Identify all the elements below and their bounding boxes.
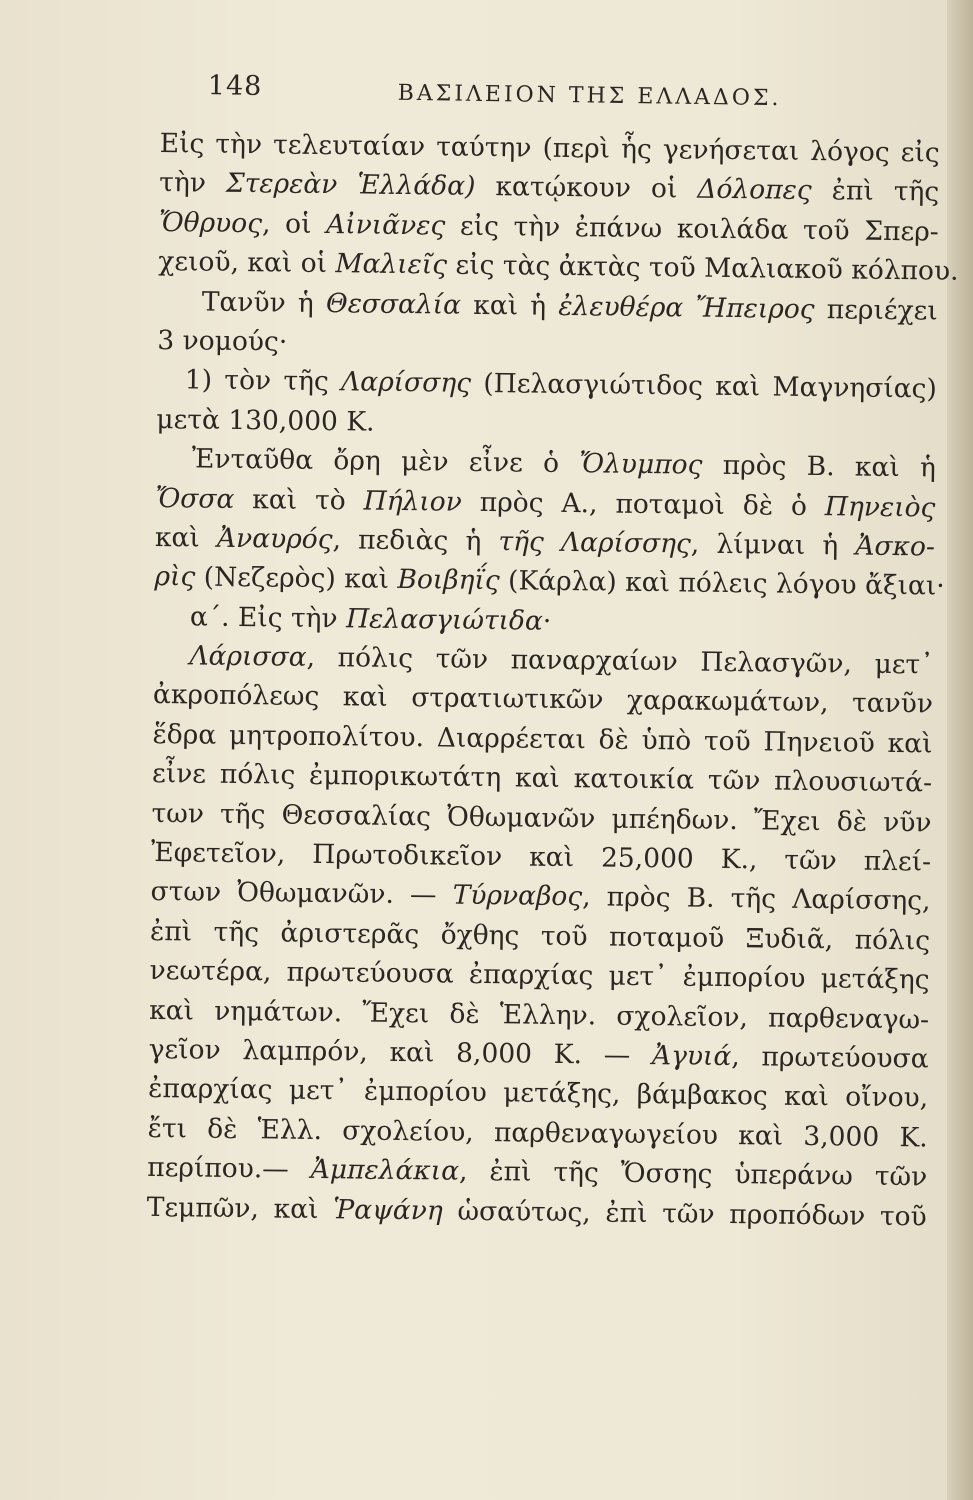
text-segment: εἶνε πόλις ἐμπορικωτάτη καὶ κατοικία τῶν πλουσιωτά- xyxy=(151,758,933,799)
text-segment: (Νεζερὸς) καὶ xyxy=(195,561,398,596)
italic-text: Πηνειὸς xyxy=(824,490,936,524)
italic-text: Ῥαψάνη xyxy=(333,1193,443,1227)
text-segment: Τανῦν ἡ xyxy=(201,286,327,319)
italic-text: Αἰνιᾶνες xyxy=(326,208,446,242)
text-segment: , ἐπὶ τῆς Ὄσσης ὑπεράνω τῶν xyxy=(458,1155,928,1193)
text-segment: Ἐνταῦθα ὄρη μὲν εἶνε ὁ xyxy=(191,443,580,480)
italic-text: Ἀναυρός xyxy=(216,522,333,556)
italic-text: Δόλοπες xyxy=(697,173,812,207)
text-segment: Ἐφετεῖον, Πρωτοδικεῖον καὶ 25,000 Κ., τῶν πλεί- xyxy=(150,836,932,878)
text-segment: τὴν xyxy=(159,167,227,200)
running-title: ΒΑΣΙΛΕΙΟΝ ΤΗΣ ΕΛΛΑΔΟΣ. xyxy=(397,80,782,112)
italic-text: Μαλιεῖς xyxy=(335,248,448,281)
text-segment: Τεμπῶν, καὶ xyxy=(146,1191,334,1225)
text-segment: περιέχει xyxy=(814,293,938,327)
text-segment: ἔτι δὲ Ἑλλ. σχολείου, παρθεναγωγείου καὶ 3,000 Κ. xyxy=(147,1112,928,1154)
italic-text: Πήλιον xyxy=(363,485,463,518)
text-segment: ἀκροπόλεως καὶ στρατιωτικῶν χαρακωμάτων, τανῦν xyxy=(152,679,934,720)
italic-text: Λάρισσα xyxy=(189,640,307,673)
text-segment: μετὰ 130,000 Κ. xyxy=(156,403,375,438)
italic-text: Ἀμπελάκια xyxy=(310,1154,460,1187)
italic-text: Τύρναβος xyxy=(452,880,583,913)
text-segment: στων Ὀθωμανῶν. — xyxy=(150,876,453,912)
text-segment: καὶ τὸ xyxy=(234,483,364,517)
text-segment: ἕδρα μητροπολίτου. Διαρρέεται δὲ ὑπὸ τοῦ Πηνειοῦ καὶ xyxy=(152,718,933,760)
text-segment: καὶ xyxy=(154,521,218,554)
page-edge-shadow xyxy=(947,0,973,1500)
text-segment: , οἱ xyxy=(261,208,327,240)
italic-text: τῆς Λαρίσσης xyxy=(498,526,692,560)
italic-text: Ὄλυμπος xyxy=(579,448,703,481)
italic-text: Βοιβηΐς xyxy=(397,564,500,597)
text-segment: , πρὸς Β. τῆς Λαρίσσης, xyxy=(581,881,931,917)
italic-text: Ὄθρυος xyxy=(158,206,263,240)
italic-text: Ἀγυιά xyxy=(651,1040,732,1073)
text-segment: εἰς τὰς ἀκτὰς τοῦ Μαλιακοῦ κόλπου. xyxy=(446,249,959,287)
italic-text: ἐλευθέρα Ἤπειρος xyxy=(558,290,815,325)
text-segment: νεωτέρα, πρωτεύουσα ἐπαρχίας μετ᾿ ἐμπορίου μετάξης xyxy=(149,955,930,996)
page-number: 148 xyxy=(207,70,263,102)
italic-text: Στερεὰν Ἑλλάδα) xyxy=(225,168,476,203)
text-segment: κατῴκουν οἱ xyxy=(475,171,698,205)
text-segment: εἰς τὴν ἐπάνω κοιλάδα τοῦ Σπερ- xyxy=(445,210,939,248)
text-segment: 1) τὸν τῆς xyxy=(184,364,342,398)
italic-text: Λαρίσσης xyxy=(340,366,472,400)
text-segment: α΄. Εἰς τὴν xyxy=(189,601,347,634)
text-segment: των τῆς Θεσσαλίας Ὀθωμανῶν μπέηδων. Ἔχει δὲ νῦν xyxy=(151,797,932,839)
italic-text: Θεσσαλία xyxy=(325,287,462,321)
text-segment: (Κάρλα) καὶ πόλεις λόγου ἄξιαι· xyxy=(499,565,945,602)
italic-text: ρὶς xyxy=(154,561,196,593)
text-segment: , πόλις τῶν παναρχαίων Πελασγῶν, μετ᾿ xyxy=(306,641,934,681)
text-segment: 3 νομούς· xyxy=(157,324,288,358)
text-segment: πρὸς Α., ποταμοὶ δὲ ὁ xyxy=(461,486,826,522)
text-segment: , πρωτεύουσα xyxy=(731,1041,929,1075)
text-segment: γεῖον λαμπρόν, καὶ 8,000 Κ. — xyxy=(148,1033,653,1072)
text-segment: χειοῦ, καὶ οἱ xyxy=(158,246,336,280)
text-segment: ἐπαρχίας μετ᾿ ἐμπορίου μετάξης, βάμβακος καὶ οἴνου, xyxy=(148,1073,929,1114)
text-segment: καὶ ἡ xyxy=(460,289,559,322)
text-segment: · xyxy=(542,605,552,637)
text-segment: , πεδιὰς ἡ xyxy=(332,524,499,558)
italic-text: Πελασγιώτιδα xyxy=(345,602,544,637)
text-segment: πρὸς Β. καὶ ἡ xyxy=(702,449,937,484)
text-segment: περίπου.— xyxy=(147,1152,311,1186)
text-segment: καὶ νημάτων. Ἔχει δὲ Ἑλλην. σχολεῖον, παρθεναγω- xyxy=(148,994,930,1036)
text-segment: ὡσαύτως, ἐπὶ τῶν προπόδων τοῦ xyxy=(442,1195,927,1232)
italic-text: Ὄσσα xyxy=(155,482,235,515)
text-segment: , λίμναι ἡ xyxy=(690,528,856,562)
running-head xyxy=(199,70,960,125)
text-segment: ἐπὶ τῆς xyxy=(811,175,940,208)
italic-text: Ἀσκο- xyxy=(855,530,936,563)
text-segment: Εἰς τὴν τελευταίαν ταύτην (περὶ ἧς γενήσεται λόγος εἰς xyxy=(159,127,940,169)
text-segment: (Πελασγιώτιδος καὶ Μαγνησίας) xyxy=(470,368,938,405)
body-text xyxy=(146,124,959,1236)
text-segment: ἐπὶ τῆς ἀριστερᾶς ὄχθης τοῦ ποταμοῦ Ξυδιᾶ, πόλις xyxy=(149,915,931,957)
